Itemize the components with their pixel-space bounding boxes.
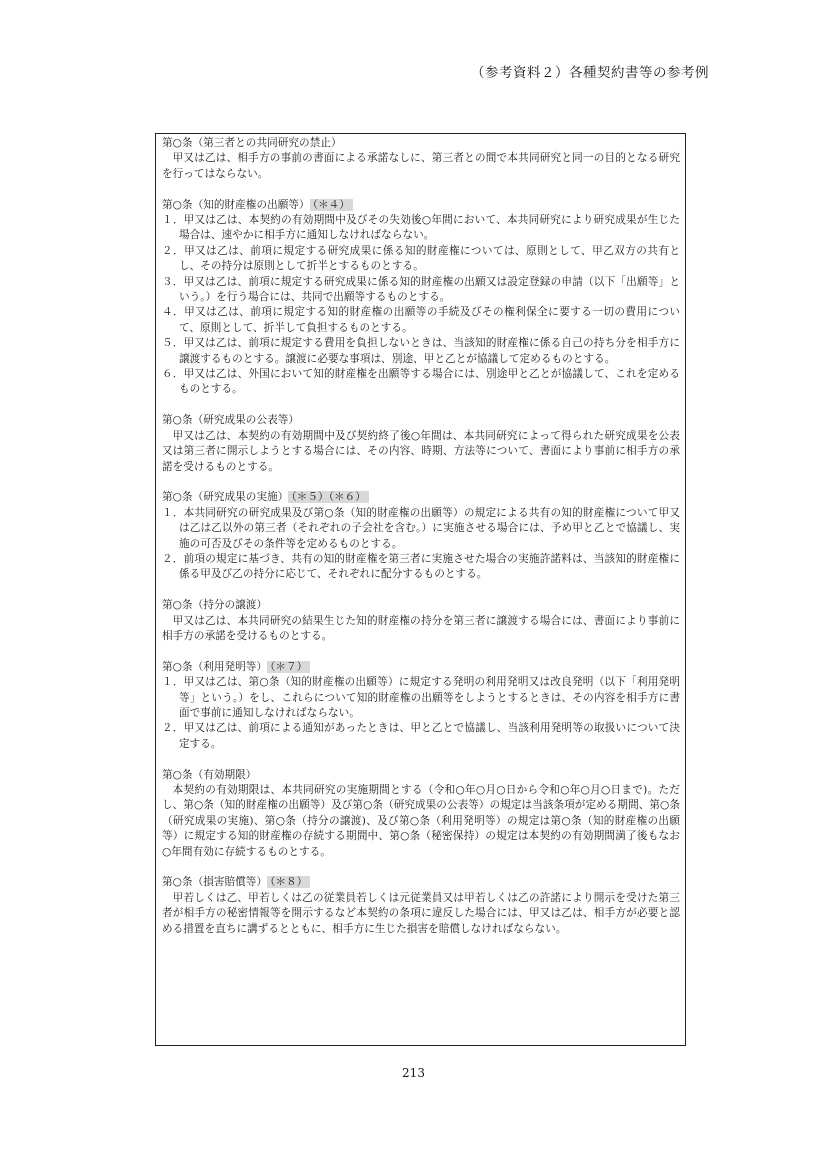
article-heading-text: 第○条（有効期限） [162, 768, 257, 781]
article-heading-text: 第○条（第三者との共同研究の禁止） [162, 137, 342, 149]
contract-article [162, 413, 680, 475]
article-heading-text: 第○条（研究成果の実施） [162, 491, 289, 504]
article-item: ２．甲又は乙は、前項に規定する研究成果に係る知的財産権については、原則として、甲乙双方の共有とし、その持分は原則として折半とするものとする。 [162, 244, 680, 273]
article-paragraph: 甲又は乙は、本契約の有効期間中及び契約終了後○年間は、本共同研究によって得られた研究成果を公表又は第三者に開示しようとする場合には、その内容、時期、方法等について、書面により事前に相手方の承諾を受けるものとする。 [162, 429, 680, 473]
contract-article [162, 768, 680, 860]
article-heading-text: 第○条（利用発明等） [162, 660, 268, 673]
contract-article [162, 875, 680, 937]
article-item: １．本共同研究の研究成果及び第○条（知的財産権の出願等）の規定による共有の知的財産権について甲又は乙は乙以外の第三者（それぞれの子会社を含む。）に実施させる場合には、予め甲と乙とで協議し、実施の可否及びその条件等を定めるものとする。 [162, 506, 680, 550]
article-item: １．甲又は乙は、第○条（知的財産権の出願等）に規定する発明の利用発明又は改良発明（以下「利用発明等」という。）をし、これらについて知的財産権の出願等をしようとするときは、その内容を相手方に書面で事前に通知しなければならない。 [162, 676, 680, 719]
article-paragraph: 甲又は乙は、相手方の事前の書面による承諾なしに、第三者との間で本共同研究と同一の目的となる研究を行ってはならない。 [162, 152, 680, 180]
page-number: 213 [402, 1066, 425, 1080]
article-item: ２．甲又は乙は、前項による通知があったときは、甲と乙とで協議し、当該利用発明等の取扱いについて決定する。 [162, 722, 680, 750]
article-heading [162, 198, 680, 213]
article-heading [162, 490, 680, 505]
page-header-title: （参考資料２）各種契約書等の参考例 [471, 65, 709, 81]
footnote-marker: （＊４） [310, 199, 353, 211]
article-heading [162, 660, 680, 675]
footnote-marker: （＊７） [267, 661, 310, 673]
contract-content [162, 136, 680, 952]
contract-article [162, 490, 680, 582]
contract-article [162, 660, 680, 752]
article-heading [162, 598, 680, 613]
contract-article [162, 198, 680, 398]
article-paragraph: 甲若しくは乙、甲若しくは乙の従業員若しくは元従業員又は甲若しくは乙の許諾により開示を受けた第三者が相手方の秘密情報等を開示するなど本契約の条項に違反した場合には、甲又は乙は、相手方が必要と認める措置を直ちに講ずるとともに、相手方に生じた損害を賠償しなければならない。 [162, 891, 680, 935]
contract-article [162, 136, 680, 182]
article-item: ６．甲又は乙は、外国において知的財産権を出願等する場合には、別途甲と乙とが協議して、これを定めるものとする。 [162, 368, 680, 396]
article-item: ５．甲又は乙は、前項に規定する費用を負担しないときは、当該知的財産権に係る自己の持ち分を相手方に譲渡するものとする。譲渡に必要な事項は、別途、甲と乙とが協議して定めるものとする。 [162, 337, 680, 365]
article-heading-text: 第○条（研究成果の公表等） [162, 414, 300, 427]
article-heading [162, 413, 680, 428]
article-heading [162, 768, 680, 783]
article-heading-text: 第○条（損害賠償等） [162, 876, 268, 889]
article-heading-text: 第○条（知的財産権の出願等） [162, 198, 310, 211]
article-paragraph: 甲又は乙は、本共同研究の結果生じた知的財産権の持分を第三者に譲渡する場合には、書面により事前に相手方の承諾を受けるものとする。 [162, 614, 680, 642]
article-item: ４．甲又は乙は、前項に規定する知的財産権の出願等の手続及びその権利保全に要する一切の費用について、原則として、折半して負担するものとする。 [162, 306, 680, 334]
article-item: ３．甲又は乙は、前項に規定する研究成果に係る知的財産権の出願又は設定登録の申請（以下「出願等」という。）を行う場合には、共同で出願等するものとする。 [162, 275, 680, 304]
article-heading [162, 875, 680, 890]
article-item: ２．前項の規定に基づき、共有の知的財産権を第三者に実施させた場合の実施許諾料は、当該知的財産権に係る甲及び乙の持分に応じて、それぞれに配分するものとする。 [162, 552, 680, 581]
footnote-marker: （＊８） [267, 876, 310, 888]
contract-article [162, 598, 680, 644]
article-heading-text: 第○条（持分の譲渡） [162, 599, 268, 612]
article-paragraph: 本契約の有効期限は、本共同研究の実施期間とする（令和○年○月○日から令和○年○月○日まで)。ただし、第○条（知的財産権の出願等）及び第○条（研究成果の公表等）の規定は当該条項が定める期間、第○条（研究成果の実施)、第○条（持分の譲渡)、及び第○条（利用発明等）の規定は第○条（知的財産権の出願等）に規定する知的財産権の存続する期間中、第○条（秘密保持）の規定は本契約の有効期間満了後もなお○年間有効に存続するものとする。 [162, 783, 680, 858]
article-heading [162, 136, 680, 151]
article-item: １．甲又は乙は、本契約の有効期間中及びその失効後○年間において、本共同研究により研究成果が生じた場合は、速やかに相手方に通知しなければならない。 [162, 214, 680, 242]
footnote-marker: （＊５）（＊６） [288, 491, 369, 503]
